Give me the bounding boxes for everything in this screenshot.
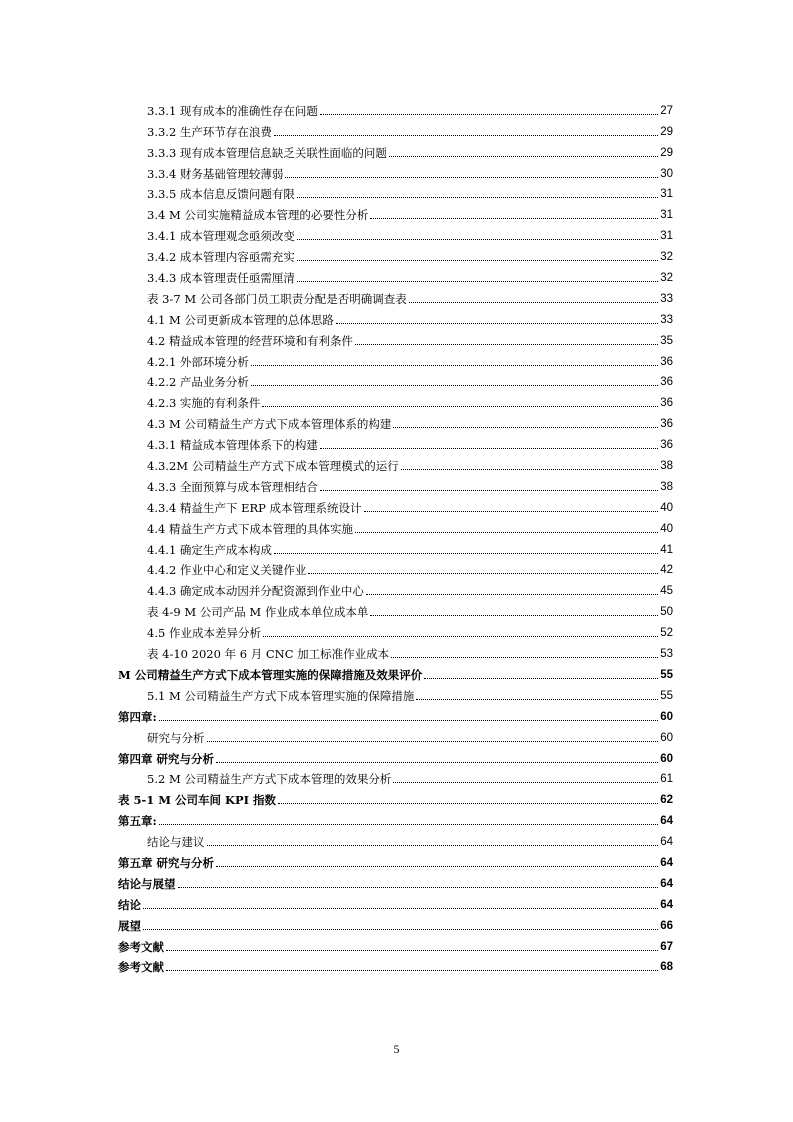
toc-entry-title: 第五章 研究与分析 [118,855,215,870]
toc-entry-title: 表 5-1 M 公司车间 KPI 指数 [118,793,277,808]
dot-leader [274,553,658,554]
toc-entry[interactable] [118,849,673,870]
toc-entry-title: M 公司精益生产方式下成本管理实施的保障措施及效果评价 [118,667,423,682]
toc-entry-title: 3.3.3 现有成本管理信息缺乏关联性面临的问题 [147,145,387,160]
toc-entry[interactable] [118,139,673,160]
toc-entry-page-number: 52 [660,627,673,640]
toc-entry-title: 4.3.2M 公司精益生产方式下成本管理模式的运行 [147,459,399,474]
toc-entry-page-number: 40 [660,501,673,514]
toc-entry-title: 4.4.2 作业中心和定义关键作业 [147,563,307,578]
toc-entry-title: 3.4.3 成本管理责任亟需厘清 [147,271,295,286]
toc-entry[interactable] [118,160,673,181]
dot-leader [274,135,658,136]
dot-leader [416,699,658,700]
toc-entry-title: 4.4.3 确定成本动因并分配资源到作业中心 [147,584,364,599]
toc-entry[interactable] [118,285,673,306]
toc-entry-title: 研究与分析 [147,730,205,745]
toc-entry-page-number: 35 [660,334,673,347]
toc-entry-page-number: 60 [660,731,673,744]
toc-entry-title: 结论 [118,897,141,912]
dot-leader [297,281,658,282]
dot-leader [364,511,659,512]
toc-entry-title: 4.3 M 公司精益生产方式下成本管理体系的构建 [147,417,392,432]
toc-entry-title: 结论与建议 [147,835,205,850]
toc-entry-title: 表 4-9 M 公司产品 M 作业成本单位成本单 [147,605,369,620]
dot-leader [389,156,658,157]
dot-leader [393,427,658,428]
toc-entry[interactable] [118,912,673,933]
toc-entry-page-number: 33 [660,313,673,326]
toc-entry-page-number: 53 [660,648,673,661]
dot-leader [297,260,658,261]
dot-leader [278,803,658,804]
dot-leader [401,469,659,470]
toc-entry-page-number: 64 [660,836,673,849]
toc-entry-title: 3.3.2 生产环节存在浪费 [147,124,272,139]
dot-leader [251,385,658,386]
dot-leader [297,239,658,240]
toc-entry-page-number: 60 [660,752,673,765]
toc-entry-title: 5.2 M 公司精益生产方式下成本管理的效果分析 [147,772,392,787]
dot-leader [216,762,658,763]
toc-entry-page-number: 68 [660,961,673,974]
toc-entry[interactable] [118,598,673,619]
toc-entry-title: 4.3.3 全面预算与成本管理相结合 [147,479,318,494]
toc-entry-title: 展望 [118,918,141,933]
dot-leader [393,782,658,783]
toc-entry[interactable] [118,431,673,452]
toc-entry-page-number: 40 [660,522,673,535]
toc-entry[interactable] [118,828,673,849]
dot-leader [297,197,658,198]
toc-entry[interactable] [118,97,673,118]
toc-entry-title: 第五章: [118,814,157,829]
toc-entry-title: 3.3.5 成本信息反馈问题有限 [147,187,295,202]
dot-leader [178,887,659,888]
toc-entry-page-number: 42 [660,564,673,577]
page-number: 5 [393,1042,400,1056]
toc-entry-title: 3.4.2 成本管理内容亟需充实 [147,250,295,265]
toc-entry-page-number: 36 [660,376,673,389]
dot-leader [251,365,658,366]
toc-entry[interactable] [118,306,673,327]
toc-entry-page-number: 64 [660,856,673,869]
toc-entry[interactable] [118,557,673,578]
toc-entry[interactable] [118,201,673,222]
toc-entry[interactable] [118,766,673,787]
toc-entry-title: 3.3.4 财务基础管理较薄弱 [147,166,284,181]
toc-entry-title: 4.4 精益生产方式下成本管理的具体实施 [147,521,353,536]
toc-entry[interactable] [118,807,673,828]
toc-entry-page-number: 66 [660,919,673,932]
toc-entry-page-number: 64 [660,815,673,828]
toc-entry[interactable] [118,724,673,745]
toc-entry-title: 4.2.2 产品业务分析 [147,375,249,390]
toc-entry-page-number: 29 [660,125,673,138]
toc-entry-title: 3.4 M 公司实施精益成本管理的必要性分析 [147,208,369,223]
dot-leader [285,177,658,178]
toc-entry[interactable] [118,222,673,243]
toc-entry[interactable] [118,410,673,431]
toc-entry-page-number: 41 [660,543,673,556]
toc-entry[interactable] [118,619,673,640]
toc-entry-page-number: 36 [660,418,673,431]
dot-leader [143,908,658,909]
dot-leader [320,490,658,491]
toc-entry-page-number: 55 [660,689,673,702]
toc-entry[interactable] [118,577,673,598]
dot-leader [143,929,658,930]
toc-entry-page-number: 50 [660,606,673,619]
toc-entry-title: 4.5 作业成本差异分析 [147,626,261,641]
toc-entry[interactable] [118,891,673,912]
toc-entry-title: 3.3.1 现有成本的准确性存在问题 [147,103,318,118]
toc-entry-title: 4.3.4 精益生产下 ERP 成本管理系统设计 [147,500,362,515]
dot-leader [207,845,659,846]
toc-entry-page-number: 31 [660,188,673,201]
toc-entry[interactable] [118,661,673,682]
dot-leader [308,573,658,574]
toc-entry-page-number: 31 [660,230,673,243]
toc-entry-page-number: 36 [660,439,673,452]
toc-entry-page-number: 30 [660,167,673,180]
toc-entry-title: 表 4-10 2020 年 6 月 CNC 加工标准作业成本 [147,647,390,662]
dot-leader [355,344,658,345]
toc-entry-title: 结论与展望 [118,876,176,891]
toc-entry-page-number: 27 [660,104,673,117]
toc-entry-title: 4.3.1 精益成本管理体系下的构建 [147,438,318,453]
toc-entry[interactable] [118,682,673,703]
toc-entry-title: 第四章 研究与分析 [118,751,215,766]
dot-leader [336,323,658,324]
dot-leader [366,594,658,595]
toc-entry-page-number: 55 [660,668,673,681]
toc-entry-title: 4.2.1 外部环境分析 [147,354,249,369]
toc-entry-page-number: 36 [660,355,673,368]
dot-leader [409,302,658,303]
toc-entry[interactable] [118,452,673,473]
toc-entry-page-number: 33 [660,292,673,305]
toc-entry-title: 4.1 M 公司更新成本管理的总体思路 [147,312,334,327]
toc-entry-title: 5.1 M 公司精益生产方式下成本管理实施的保障措施 [147,688,415,703]
dot-leader [166,950,658,951]
toc-entry[interactable] [118,536,673,557]
toc-entry-page-number: 64 [660,877,673,890]
dot-leader [166,970,658,971]
toc-entry[interactable] [118,515,673,536]
toc-entry-page-number: 32 [660,251,673,264]
toc-entry-page-number: 60 [660,710,673,723]
toc-entry-title: 4.4.1 确定生产成本构成 [147,542,272,557]
toc-entry[interactable] [118,181,673,202]
dot-leader [355,532,658,533]
toc-entry-page-number: 38 [660,460,673,473]
toc-entry[interactable] [118,389,673,410]
toc-entry[interactable] [118,118,673,139]
toc-entry[interactable] [118,933,673,954]
toc-entry-title: 参考文献 [118,960,164,975]
toc-entry-page-number: 62 [660,794,673,807]
toc-entry[interactable] [118,264,673,285]
table-of-contents [118,97,673,974]
toc-entry-page-number: 29 [660,146,673,159]
toc-entry-title: 3.4.1 成本管理观念亟须改变 [147,229,295,244]
toc-entry[interactable] [118,327,673,348]
toc-entry[interactable] [118,494,673,515]
toc-entry[interactable] [118,870,673,891]
toc-entry[interactable] [118,745,673,766]
toc-entry[interactable] [118,473,673,494]
dot-leader [207,741,659,742]
dot-leader [370,218,658,219]
toc-entry-page-number: 61 [660,773,673,786]
dot-leader [424,678,658,679]
toc-entry-page-number: 38 [660,480,673,493]
dot-leader [159,720,658,721]
toc-entry[interactable] [118,786,673,807]
toc-entry-title: 第四章: [118,709,157,724]
dot-leader [391,657,658,658]
dot-leader [370,615,658,616]
toc-entry-title: 4.2.3 实施的有利条件 [147,396,261,411]
toc-entry-page-number: 32 [660,272,673,285]
toc-entry-page-number: 36 [660,397,673,410]
dot-leader [159,824,658,825]
toc-entry-page-number: 64 [660,898,673,911]
dot-leader [320,448,658,449]
toc-entry-title: 4.2 精益成本管理的经营环境和有利条件 [147,333,353,348]
toc-entry[interactable] [118,703,673,724]
toc-entry[interactable] [118,369,673,390]
toc-entry[interactable] [118,348,673,369]
toc-entry-title: 参考文献 [118,939,164,954]
dot-leader [320,114,658,115]
dot-leader [263,636,658,637]
toc-entry-page-number: 31 [660,209,673,222]
toc-entry[interactable] [118,640,673,661]
toc-entry-page-number: 45 [660,585,673,598]
toc-entry[interactable] [118,243,673,264]
toc-entry-page-number: 67 [660,940,673,953]
dot-leader [262,406,658,407]
toc-entry[interactable] [118,954,673,975]
dot-leader [216,866,658,867]
toc-entry-title: 表 3-7 M 公司各部门员工职责分配是否明确调查表 [147,291,407,306]
